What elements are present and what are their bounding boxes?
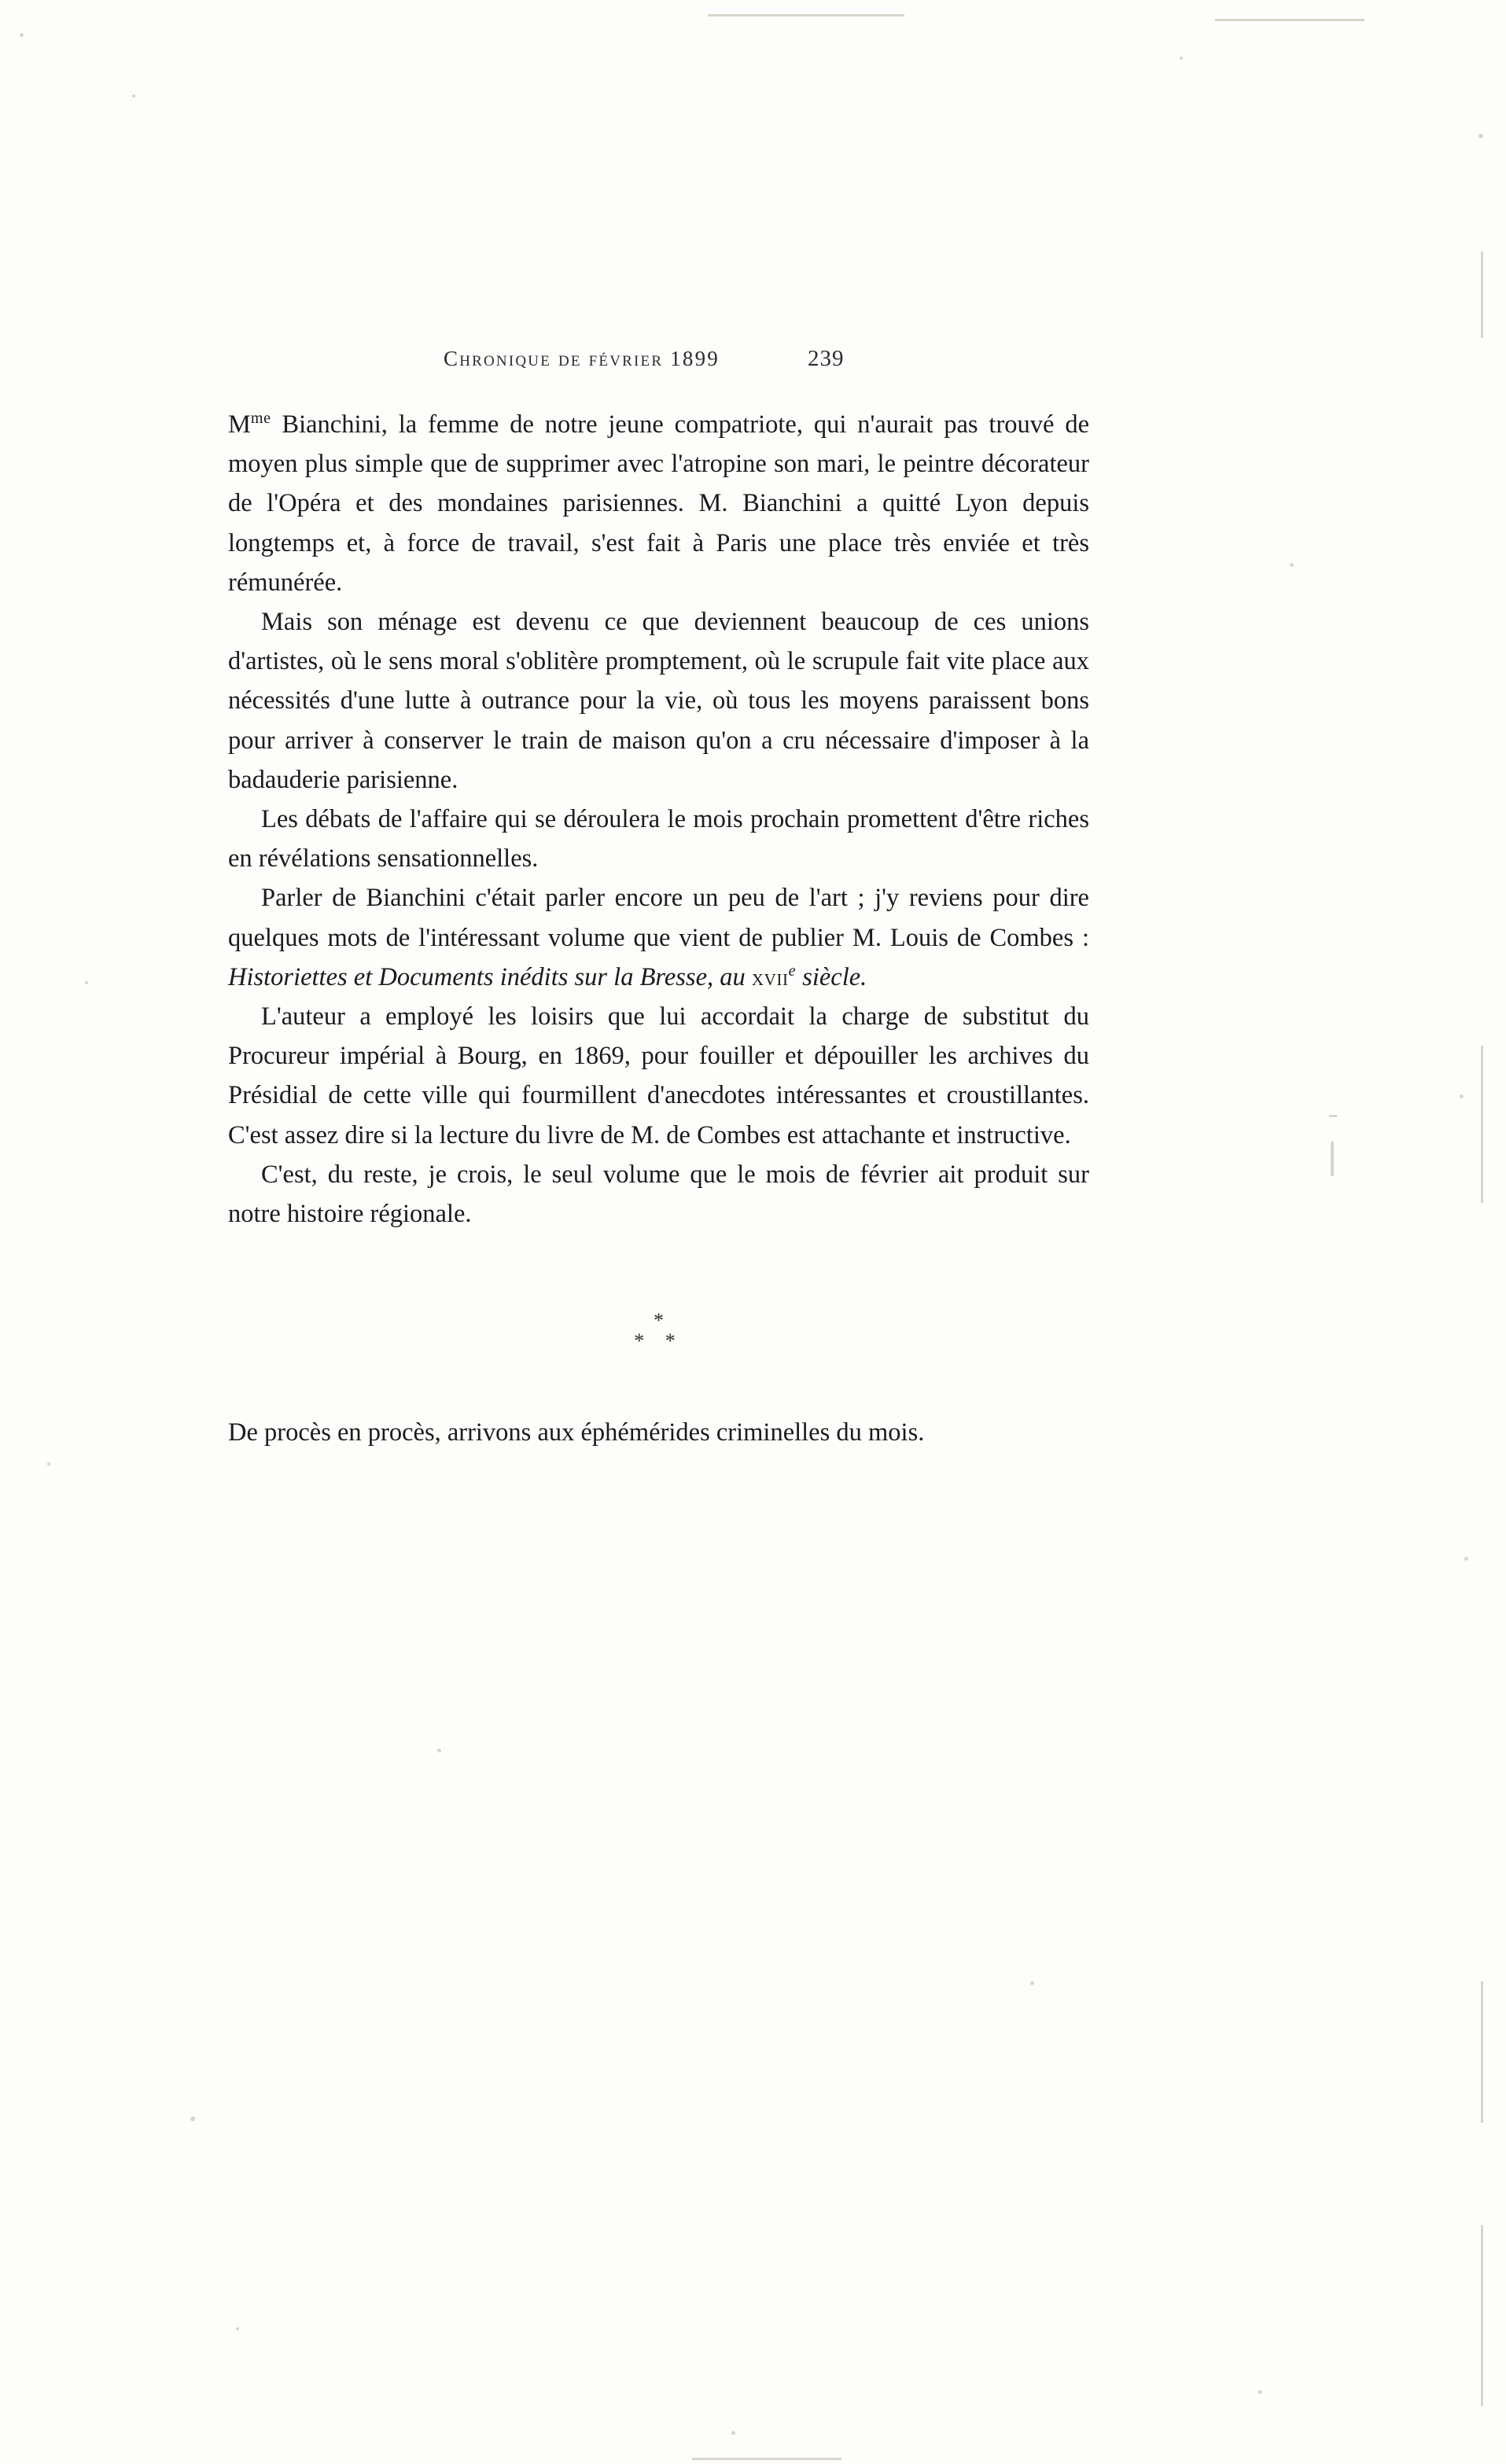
- body-paragraph: $M^{me}$ Bianchini, la femme de notre jeune compatriote, qui n'aurait pas trouvé de moyen plus simple que de supprimer avec l'atropine son mari, le peintre décorateur de l'Opéra et des mondaines parisiennes. M. Bianchini a quitté Lyon depuis longtemps et, à force de travail, s'est fait à Paris une place très enviée et très rémunérée.: [228, 410, 1089, 597]
- body-paragraph: L'auteur a employé les loisirs que lui accordait la charge de substitut du Procureur impérial à Bourg, en 1869, pour fouiller et dépouiller les archives du Présidial de cette ville qui fourmillent d'anecdotes intéressantes et croustillantes. C'est assez dire si la lecture du livre de M. de Combes est attachante et instructive.: [228, 1002, 1089, 1149]
- edge-mark: [1215, 19, 1364, 21]
- edge-mark: [1329, 1115, 1337, 1117]
- edge-mark: [708, 14, 904, 17]
- scan-speck: [437, 1749, 441, 1752]
- page-header: [228, 346, 1089, 372]
- body-paragraph: Parler de Bianchini c'était parler encore un peu de l'art ; j'y reviens pour dire quelques mots de l'intéressant volume que vient de publier M. Louis de Combes : Historiettes et Documents inédits sur la Bresse, au xvii$^e$ siècle.: [228, 884, 1089, 991]
- closing-paragraph: De procès en procès, arrivons aux éphémérides criminelles du mois.: [228, 1418, 925, 1447]
- scan-speck: [1258, 2390, 1262, 2394]
- scan-speck: [20, 33, 24, 37]
- scan-speck: [1180, 57, 1183, 60]
- edge-mark: [1331, 1142, 1334, 1176]
- scan-speck: [236, 2327, 239, 2330]
- edge-mark: [1481, 252, 1483, 338]
- scan-speck: [190, 2116, 195, 2121]
- edge-mark: [1481, 1981, 1483, 2123]
- asterism-divider: [228, 1309, 1089, 1353]
- scan-speck: [731, 2431, 735, 2435]
- scan-speck: [1290, 563, 1294, 567]
- body-paragraph: Mais son ménage est devenu ce que deviennent beaucoup de ces unions d'artistes, où le sens moral s'oblitère promptement, où le scrupule fait vite place aux nécessités d'une lutte à outrance pour la vie, où tous les moyens paraissent bons pour arriver à conserver le train de maison qu'on a cru nécessaire d'imposer à la badauderie parisienne.: [228, 608, 1089, 794]
- body-paragraph: Les débats de l'affaire qui se déroulera le mois prochain promettent d'être riches en révélations sensationnelles.: [228, 805, 1089, 873]
- scan-speck: [85, 981, 88, 984]
- scan-speck: [1030, 1981, 1034, 1985]
- scan-speck: [1464, 1557, 1468, 1561]
- scan-speck: [47, 1462, 50, 1466]
- page-number: 239: [807, 346, 845, 371]
- scan-speck: [1460, 1094, 1464, 1098]
- edge-mark: [692, 2458, 841, 2460]
- page-text-column: [228, 346, 1089, 1452]
- edge-mark: [1481, 2225, 1483, 2406]
- edge-mark: [1481, 1046, 1483, 1203]
- body-paragraph: C'est, du reste, je crois, le seul volume que le mois de février ait produit sur notre histoire régionale.: [228, 1160, 1089, 1229]
- running-head: Chronique de février 1899: [444, 347, 720, 370]
- scan-speck: [132, 94, 135, 97]
- scan-speck: [1478, 134, 1483, 138]
- asterism-top: *: [654, 1309, 672, 1333]
- asterism-bottom: * *: [634, 1329, 683, 1353]
